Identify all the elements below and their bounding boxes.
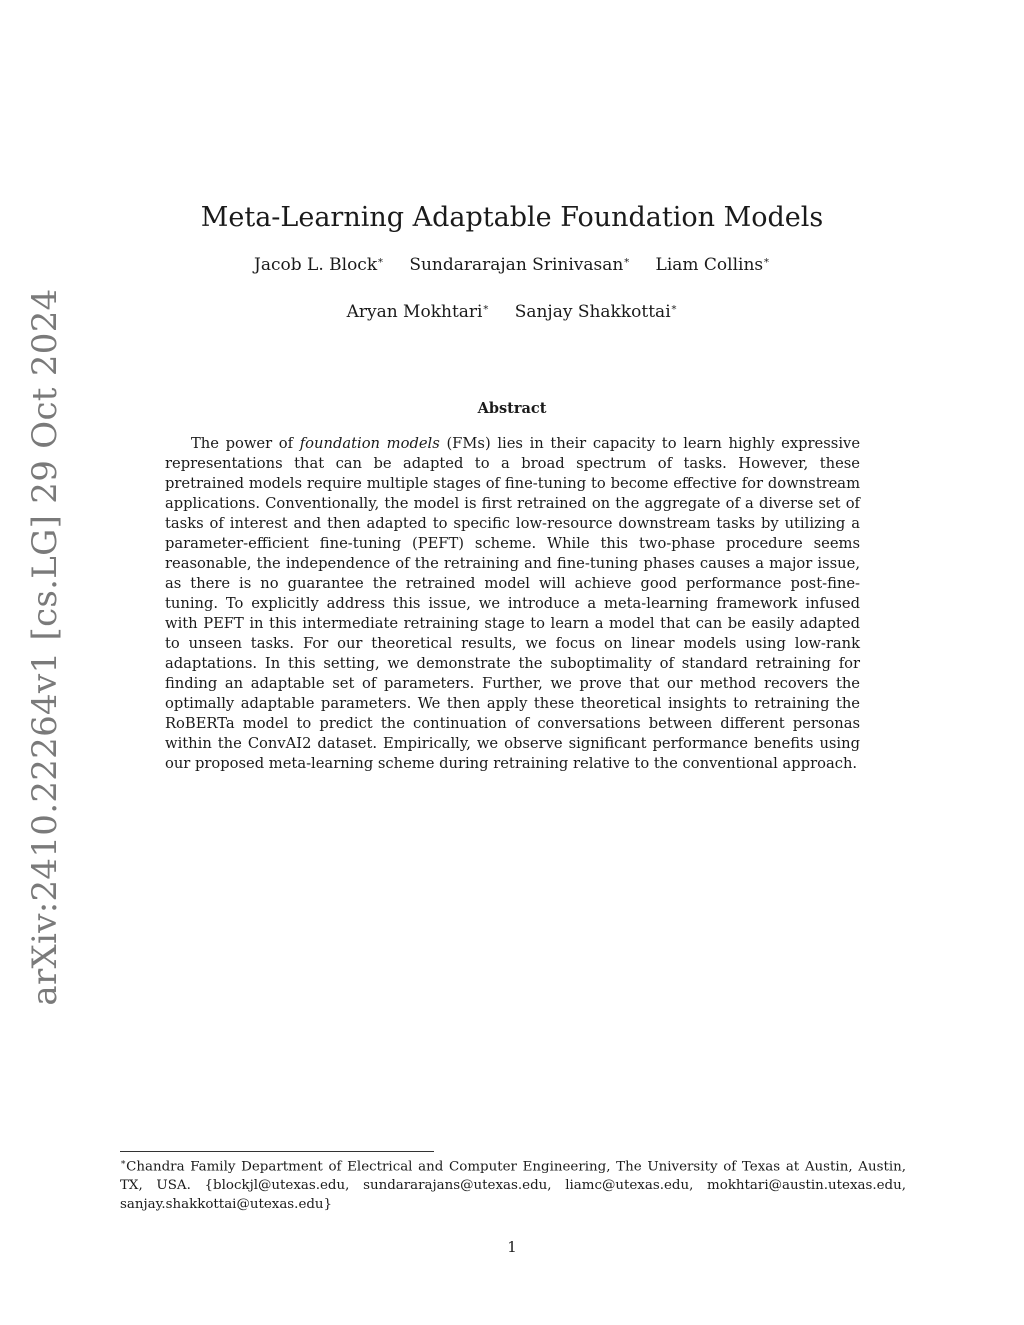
author-name: Aryan Mokhtari: [346, 302, 483, 322]
abstract-heading: Abstract: [477, 400, 547, 417]
author-aryan-mokhtari: [347, 302, 490, 322]
footnote-rule: [120, 1151, 434, 1152]
abstract-lead: The power of: [191, 435, 300, 452]
author-row-1: [0, 255, 1024, 275]
abstract-body: [165, 434, 860, 774]
affiliation-mark: ∗: [377, 255, 384, 267]
author-row-2: [0, 302, 1024, 322]
author-jacob-block: [254, 255, 384, 275]
affiliation-mark: ∗: [763, 255, 770, 267]
author-name: Sanjay Shakkottai: [514, 302, 671, 322]
abstract-text: (FMs) lies in their capacity to learn highly expressive representations that can be adapted to a broad spectrum of tasks. However, these pretrained models require multiple stages of fine-tuning to become effective for downstream applications. Conventionally, the model is first retrained on the aggregate of a diverse set of tasks of interest and then adapted to specific low-resource downstream tasks by utilizing a parameter-efficient fine-tuning (PEFT) scheme. While this two-phase procedure seems reasonable, the independence of the retraining and fine-tuning phases causes a major issue, as there is no guarantee the retrained model will achieve good performance post-fine-tuning. To explicitly address this issue, we introduce a meta-learning framework infused with PEFT in this intermediate retraining stage to learn a model that can be easily adapted to unseen tasks. For our theoretical results, we focus on linear models using low-rank adaptations. In this setting, we demonstrate the suboptimality of standard retraining for finding an adaptable set of parameters. Further, we prove that our method recovers the optimally adaptable parameters. We then apply these theoretical insights to retraining the RoBERTa model to predict the continuation of conversations between different personas within the ConvAI2 dataset. Empirically, we observe significant performance benefits using our proposed meta-learning scheme during retraining relative to the conventional approach.: [165, 435, 861, 772]
arxiv-identifier: arXiv:2410.22264v1 [cs.LG] 29 Oct 2024: [25, 288, 65, 1006]
author-sundararajan-srinivasan: [409, 255, 630, 275]
affiliation-mark: ∗: [670, 302, 678, 314]
footnote-mark: ∗: [120, 1158, 127, 1168]
affiliation-mark: ∗: [482, 302, 490, 314]
author-name: Sundararajan Srinivasan: [409, 255, 624, 275]
author-name: Liam Collins: [655, 255, 764, 275]
author-liam-collins: [656, 255, 770, 275]
affiliation-mark: ∗: [623, 255, 631, 267]
page-number: 1: [507, 1238, 517, 1256]
paper-title: Meta-Learning Adaptable Foundation Models: [200, 202, 824, 234]
author-sanjay-shakkottai: [515, 302, 678, 322]
footnote-text: Chandra Family Department of Electrical and Computer Engineering, The University of Texas at Austin, Austin, TX, USA. {blockjl@utexas.edu, sundararajans@utexas.edu, liamc@utexas.edu, mokhtari@austin.utexas.edu, sanjay.shakkottai@utexas.edu}: [120, 1159, 906, 1213]
abstract-emphasis: foundation models: [299, 435, 440, 452]
affiliation-footnote: [120, 1154, 906, 1214]
author-name: Jacob L. Block: [254, 255, 378, 275]
